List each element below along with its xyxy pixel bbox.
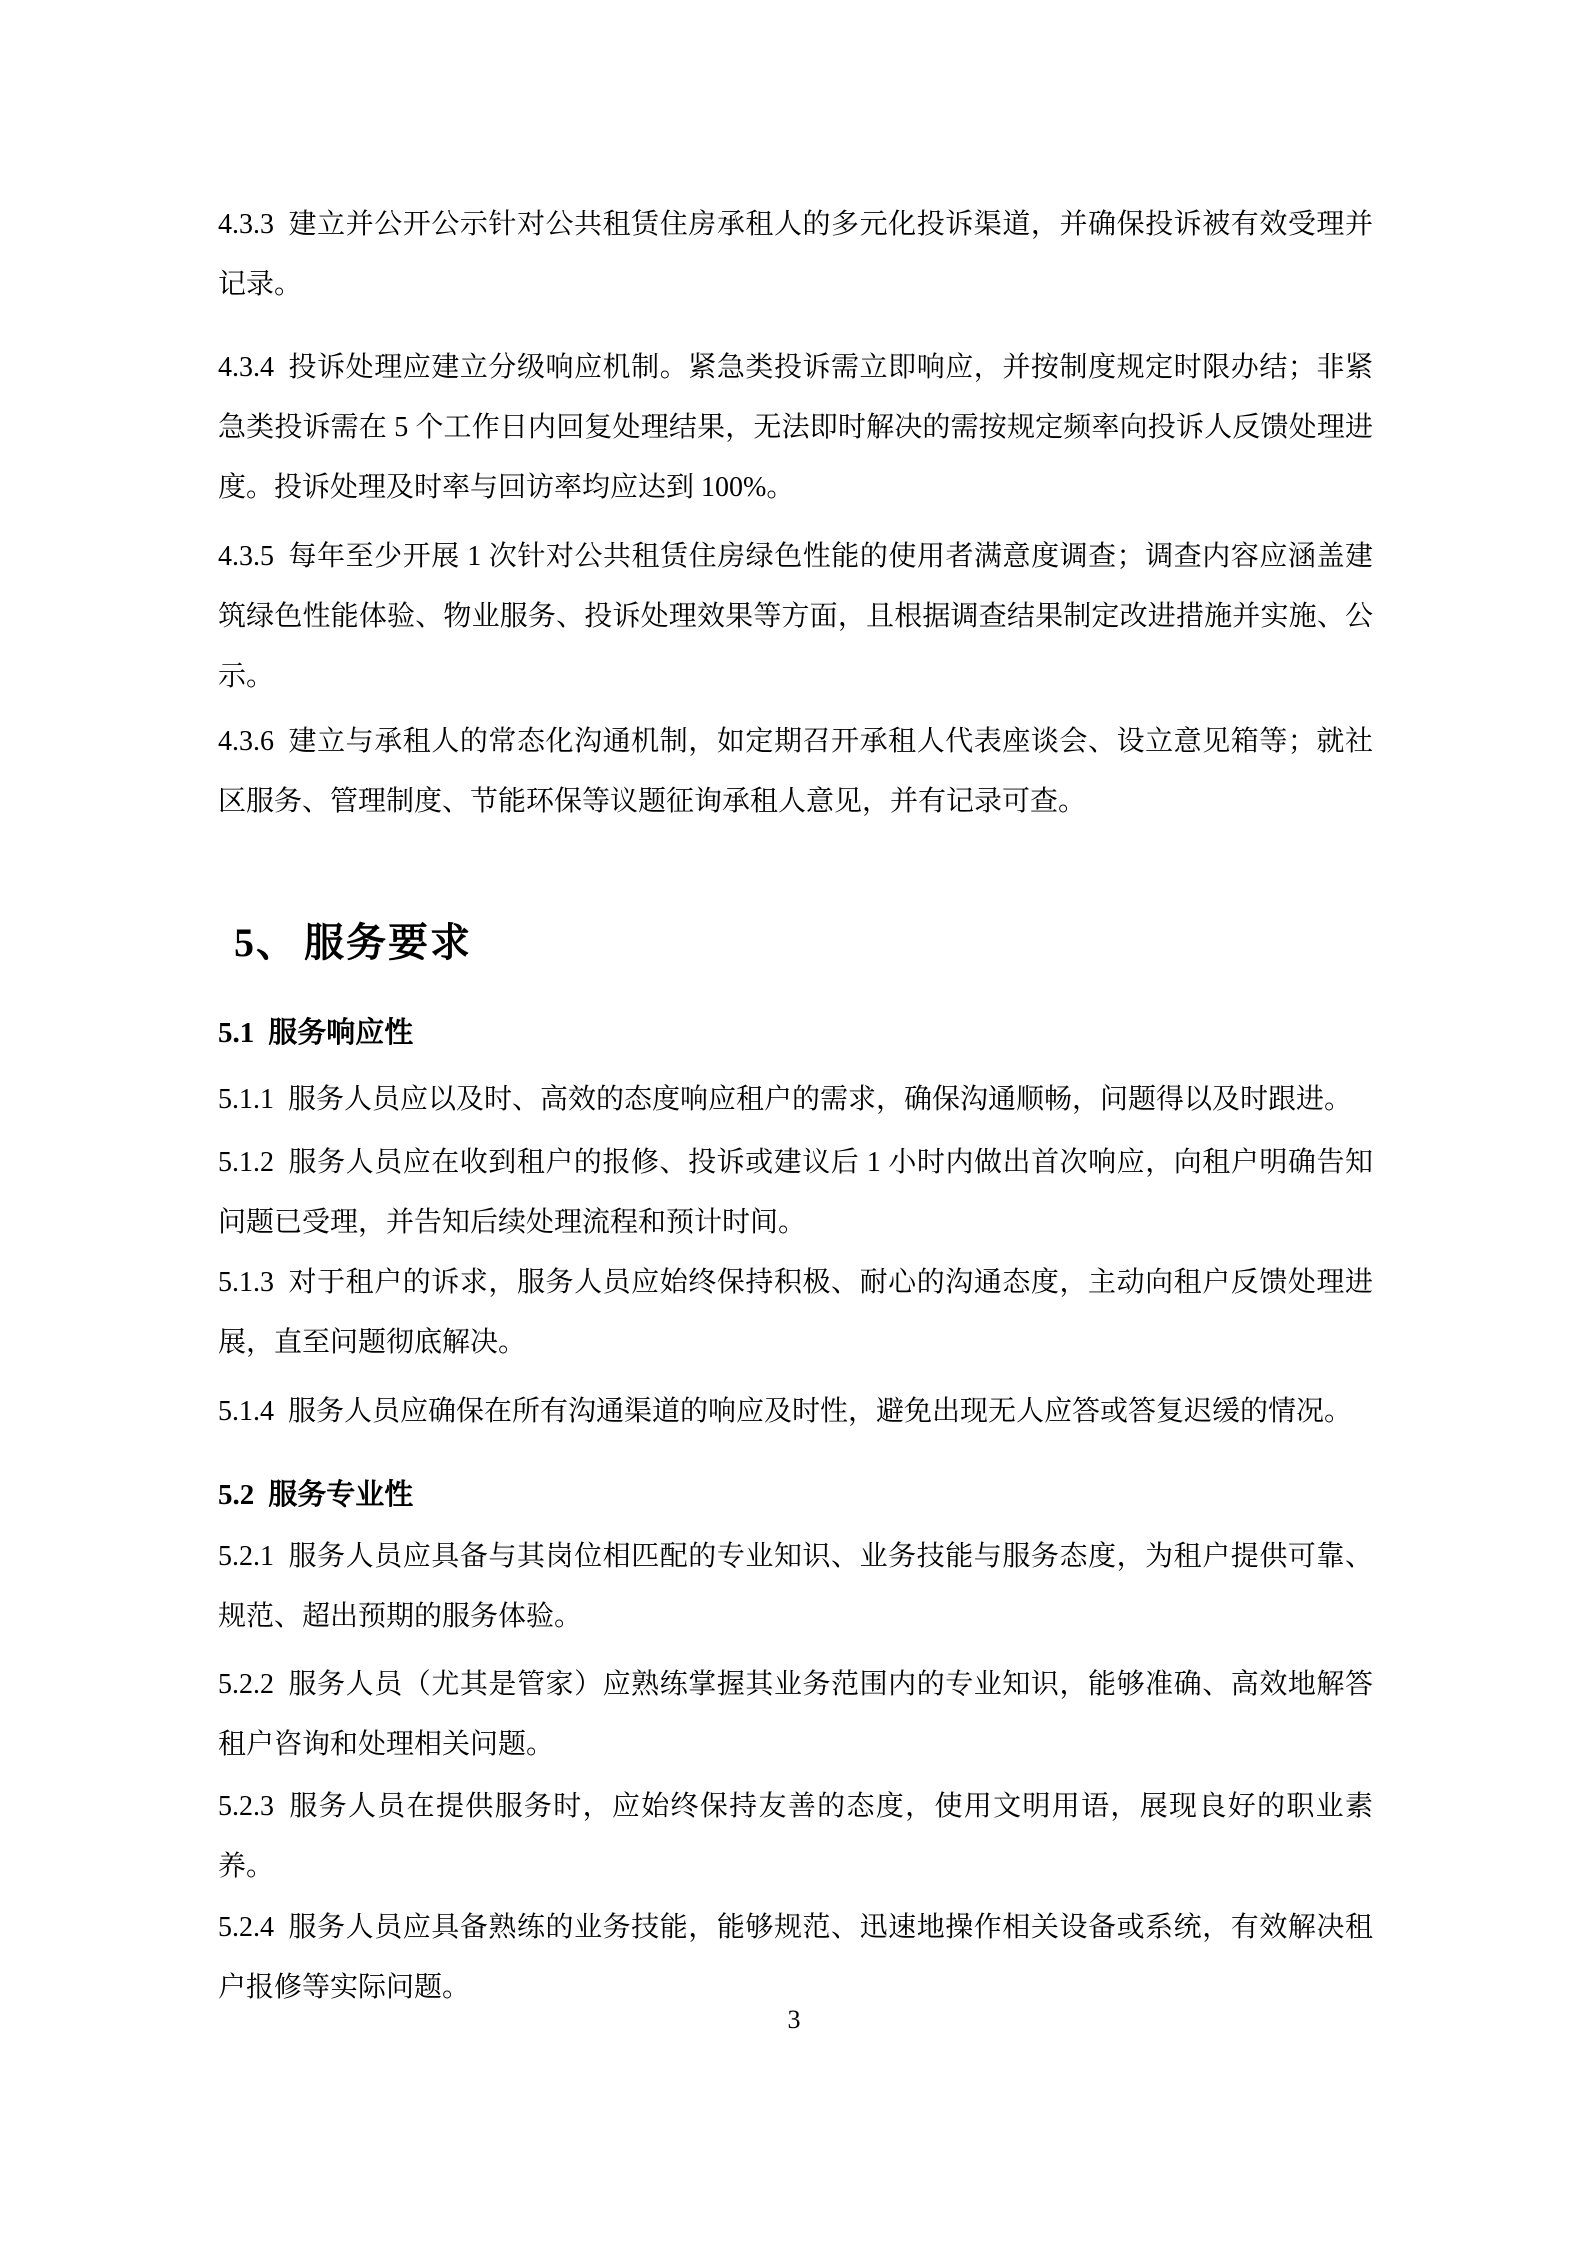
heading-number: 5.1: [218, 1017, 255, 1049]
clause-514: [218, 1382, 1373, 1442]
heading-text: 服务要求: [304, 920, 472, 965]
clause-523: [218, 1777, 1373, 1897]
clause-text: 建立与承租人的常态化沟通机制，如定期召开承租人代表座谈会、设立意见箱等；就社区服务、管理制度、节能环保等议题征询承租人意见，并有记录可查。: [218, 726, 1373, 817]
clause-number: 5.1.1: [218, 1084, 274, 1115]
clause-511: [218, 1070, 1373, 1130]
clause-text: 服务人员应具备与其岗位相匹配的专业知识、业务技能与服务态度，为租户提供可靠、规范、超出预期的服务体验。: [218, 1541, 1373, 1632]
clause-text: 对于租户的诉求，服务人员应始终保持积极、耐心的沟通态度，主动向租户反馈处理进展，直至问题彻底解决。: [218, 1267, 1373, 1358]
clause-434: [218, 338, 1373, 518]
document-body: [218, 195, 1373, 2018]
clause-521: [218, 1527, 1373, 1647]
clause-number: 5.2.4: [218, 1912, 274, 1943]
clause-513: [218, 1253, 1373, 1373]
clause-number: 5.2.1: [218, 1541, 274, 1572]
clause-number: 4.3.5: [218, 541, 274, 572]
section-heading-52: [218, 1465, 1373, 1525]
heading-text: 服务响应性: [268, 1017, 414, 1049]
clause-text: 投诉处理应建立分级响应机制。紧急类投诉需立即响应，并按制度规定时限办结；非紧急类投诉需在 5 个工作日内回复处理结果，无法即时解决的需按规定频率向投诉人反馈处理进度。投诉处理及时率与回访率均应达到 100%。: [218, 352, 1373, 503]
clause-number: 4.3.6: [218, 726, 274, 757]
clause-text: 服务人员应确保在所有沟通渠道的响应及时性，避免出现无人应答或答复迟缓的情况。: [288, 1396, 1353, 1427]
clause-number: 5.2.2: [218, 1669, 274, 1700]
clause-text: 服务人员应在收到租户的报修、投诉或建议后 1 小时内做出首次响应，向租户明确告知问题已受理，并告知后续处理流程和预计时间。: [218, 1147, 1373, 1238]
section-heading-51: [218, 1003, 1373, 1063]
clause-text: 建立并公开公示针对公共租赁住房承租人的多元化投诉渠道，并确保投诉被有效受理并记录。: [218, 209, 1373, 300]
page-number: 3: [787, 2005, 801, 2034]
clause-text: 服务人员应以及时、高效的态度响应租户的需求，确保沟通顺畅，问题得以及时跟进。: [288, 1084, 1353, 1115]
clause-436: [218, 712, 1373, 832]
clause-number: 5.1.2: [218, 1147, 274, 1178]
clause-number: 5.1.3: [218, 1267, 274, 1298]
heading-text: 服务专业性: [268, 1479, 414, 1511]
clause-number: 5.2.3: [218, 1791, 274, 1822]
clause-number: 5.1.4: [218, 1396, 274, 1427]
clause-number: 4.3.3: [218, 209, 274, 240]
clause-text: 服务人员（尤其是管家）应熟练掌握其业务范围内的专业知识，能够准确、高效地解答租户咨询和处理相关问题。: [218, 1669, 1373, 1760]
heading-number: 5、: [234, 920, 298, 965]
section-heading-5: [218, 915, 1373, 971]
clause-512: [218, 1133, 1373, 1253]
clause-number: 4.3.4: [218, 352, 274, 383]
clause-433: [218, 195, 1373, 315]
clause-text: 每年至少开展 1 次针对公共租赁住房绿色性能的使用者满意度调查；调查内容应涵盖建筑绿色性能体验、物业服务、投诉处理效果等方面，且根据调查结果制定改进措施并实施、公示。: [218, 541, 1373, 692]
heading-number: 5.2: [218, 1479, 255, 1511]
clause-text: 服务人员在提供服务时，应始终保持友善的态度，使用文明用语，展现良好的职业素养。: [218, 1791, 1373, 1882]
clause-text: 服务人员应具备熟练的业务技能，能够规范、迅速地操作相关设备或系统，有效解决租户报修等实际问题。: [218, 1912, 1373, 2003]
clause-522: [218, 1655, 1373, 1775]
clause-435: [218, 527, 1373, 707]
